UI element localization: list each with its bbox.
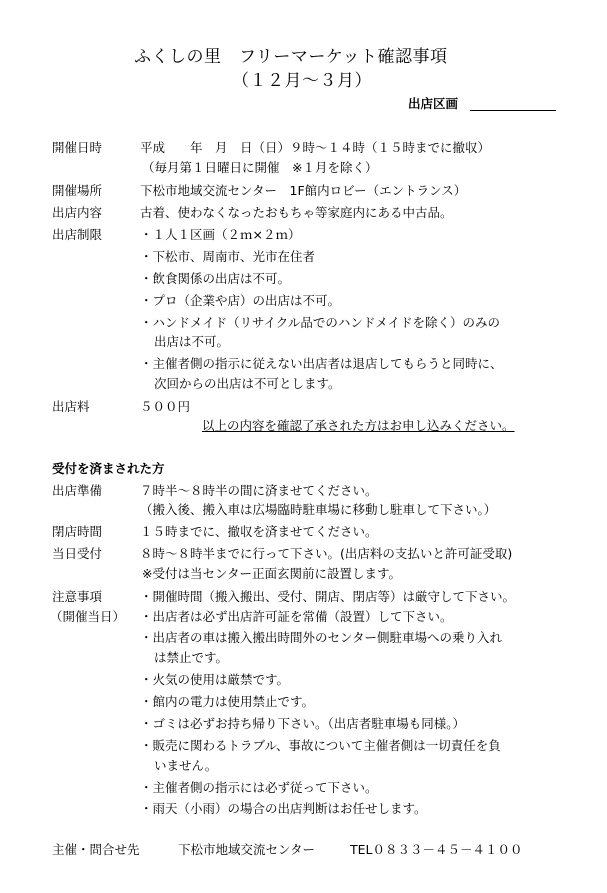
fee-label: 出店料: [52, 399, 90, 414]
note-item: ・館内の電力は使用禁止です。: [140, 694, 315, 709]
content-value: 古着、使わなくなったおもちゃ等家庭内にある中古品。: [140, 205, 453, 220]
page-subtitle: （１２月～３月）: [232, 71, 372, 91]
fee-value: ５００円: [140, 399, 191, 414]
booth-label: 出店区画: [408, 96, 459, 111]
note-item: ・開催時間（搬入搬出、受付、開店、閉店等）は厳守して下さい。: [140, 589, 516, 604]
limit-item-cont: 次回からの出店は不可とします。: [154, 376, 341, 391]
content-label: 出店内容: [52, 205, 103, 220]
notes-label-sub: （開催当日）: [50, 609, 126, 624]
limit-item: ・ハンドメイド（リサイクル品でのハンドメイドを除く）のみの: [140, 315, 501, 330]
note-item: ・出店者は必ず出店許可証を常備（設置）して下さい。: [140, 609, 453, 624]
note-item-cont: は禁止です。: [154, 650, 229, 665]
note-item: ・ゴミは必ずお持ち帰り下さい。（出店者駐車場も同様。）: [140, 716, 466, 731]
limit-item: ・プロ（企業や店）の出店は不可。: [140, 293, 341, 308]
confirm-text: 以上の内容を確認了承された方はお申し込みください。: [202, 418, 515, 433]
note-item: ・販売に関わるトラブル、事故について主催者側は一切責任を負: [140, 738, 501, 753]
date-value: 平成 年 月 日（日）９時～１４時（１５時までに撤収）: [140, 140, 491, 155]
footer-label: 主催・問合せ先: [52, 842, 140, 857]
page-title: ふくしの里 フリーマーケット確認事項: [134, 47, 448, 67]
date-note: （毎月第１日曜日に開催 ※１月を除く）: [142, 160, 378, 175]
note-item: ・出店者の車は搬入搬出時間外のセンター側駐車場への乗り入れ: [140, 630, 503, 645]
reception-note: ※受付は当センター正面玄関前に設置します。: [142, 566, 401, 581]
reception-value: ８時～８時半までに行って下さい。(出店料の支払いと許可証受取): [140, 546, 513, 561]
booth-input-line[interactable]: [470, 110, 556, 111]
accepted-heading: 受付を済まされた方: [52, 461, 165, 476]
reception-label: 当日受付: [52, 546, 103, 561]
prep-label: 出店準備: [52, 483, 103, 498]
date-label: 開催日時: [52, 140, 103, 155]
notes-label: 注意事項: [52, 589, 103, 604]
note-item: ・火気の使用は厳禁です。: [140, 672, 290, 687]
place-value: 下松市地域交流センター 1F館内ロビー（エントランス）: [140, 183, 467, 198]
limit-item: ・飲食関係の出店は不可。: [140, 271, 291, 286]
close-value: １５時までに、撤収を済ませてください。: [140, 524, 378, 539]
limit-label: 出店制限: [52, 227, 103, 242]
close-label: 閉店時間: [52, 524, 103, 539]
note-item: ・雨天（小雨）の場合の出店判断はお任せします。: [140, 801, 427, 816]
note-item-cont: いません。: [154, 758, 218, 773]
limit-item: ・主催者側の指示に従えない出店者は退店してもらうと同時に、: [140, 356, 503, 371]
prep-value: ７時半～８時半の間に済ませてください。: [140, 483, 378, 498]
footer-org: 下松市地域交流センター: [178, 842, 316, 857]
prep-note: （搬入後、搬入車は広場臨時駐車場に移動し駐車して下さい。）: [140, 502, 497, 517]
limit-item: ・下松市、周南市、光市在住者: [140, 249, 316, 264]
footer-tel: TEL０８３３－４５－４１００: [350, 842, 523, 857]
limit-item-cont: 出店は不可。: [154, 334, 230, 349]
place-label: 開催場所: [52, 183, 103, 198]
note-item: ・主催者側の指示には必ず従って下さい。: [140, 780, 378, 795]
limit-item: ・１人１区画（２ｍ×２ｍ）: [140, 227, 301, 242]
